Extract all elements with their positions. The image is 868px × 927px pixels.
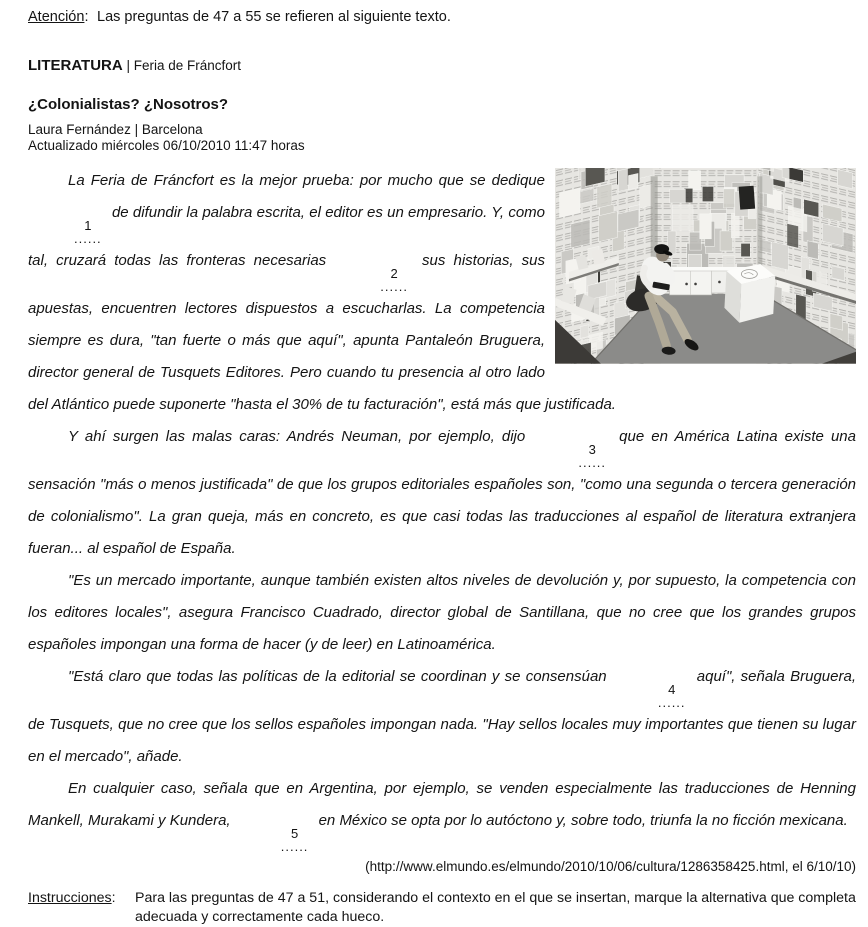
instructions-text: Para las preguntas de 47 a 51, considerando el contexto en el que se insertan, marque la alternativa que completa adecuada y correctamente cada hueco. xyxy=(135,890,856,925)
booth-photo-illustration xyxy=(555,168,856,364)
blank-dots: ...... xyxy=(578,455,607,470)
blank-dots: ...... xyxy=(74,231,102,246)
article-paragraph: "Está claro que todas las políticas de la editorial se coordinan y se consensúan 4 ...... aquí", señala Bruguera, de Tusquets, que no cree que los sellos españoles impongan nada. "Hay sellos locales muy importantes que tienen su lugar en el mercado", añade. xyxy=(28,668,856,765)
blank-2 xyxy=(340,267,408,293)
dateline: Actualizado miércoles 06/10/2010 11:47 horas xyxy=(28,137,305,153)
article-headline: ¿Colonialistas? ¿Nosotros? xyxy=(28,96,229,113)
article-photo xyxy=(555,168,856,364)
blank-number: 1 xyxy=(84,218,92,233)
attention-row xyxy=(0,0,868,27)
article-paragraph: En cualquier caso, señala que en Argentina, por ejemplo, se venden especialmente las traducciones de Henning Mankell, Murakami y Kundera, 5 ...... en México se opta por lo autóctono y, sobre todo, triunfa la no ficción mexicana. xyxy=(28,780,856,854)
section-label: LITERATURA xyxy=(28,57,123,74)
instructions-label: Instrucciones: xyxy=(28,890,116,906)
section-topic: | Feria de Fráncfort xyxy=(126,58,242,73)
instructions-row xyxy=(0,889,868,927)
article-paragraph: La Feria de Fráncfort es la mejor prueba: por mucho que se dedique 1 ...... de difundir la palabra escrita, el editor es un empresario. Y, como tal, cruzará todas las fronteras necesarias 2 ...... sus historias, sus apuestas, encuentren lectores dispuestos a escucharlas. La competencia siempre es dura, "tan fuerte o más que aquí", apunta Pantaleón Bruguera, director general de Tusquets Editores. Pero cuando tu presencia al otro lado del Atlántico puede suponerte "hasta el 30% de tu facturación", está más que justificada. xyxy=(28,172,616,413)
attention-text: Las preguntas de 47 a 55 se refieren al siguiente texto. xyxy=(97,9,451,25)
blank-number: 5 xyxy=(290,826,299,841)
blank-number: 2 xyxy=(390,266,398,281)
article-body xyxy=(0,165,868,880)
blank-5 xyxy=(241,827,309,853)
byline: Laura Fernández | Barcelona xyxy=(28,122,203,137)
source-citation: (http://www.elmundo.es/elmundo/2010/10/06/cultura/1286358425.html, el 6/10/10) xyxy=(365,859,856,874)
blank-3 xyxy=(538,443,606,469)
blank-number: 4 xyxy=(668,682,676,697)
article-paragraph: "Es un mercado importante, aunque también existen altos niveles de devolución y, por supuesto, la competencia con los editores locales", asegura Francisco Cuadrado, director global de Santillana, que no cree que los grandes grupos españoles impongan una forma de hacer (y de leer) en Latinoamérica. xyxy=(28,572,856,653)
blank-dots: ...... xyxy=(657,695,686,710)
blank-1 xyxy=(34,219,102,245)
article-paragraph: Y ahí surgen las malas caras: Andrés Neuman, por ejemplo, dijo 3 ...... que en América Latina existe una sensación "más o menos justificada" de que los grupos editoriales españoles son, "como una segunda o tercera generación de colonialismo". La gran queja, más en concreto, es que casi todas las traducciones al español de literatura extranjera fueran... al español de España. xyxy=(28,428,856,557)
blank-4 xyxy=(618,683,686,709)
blank-number: 3 xyxy=(588,442,596,457)
byline-block xyxy=(28,122,856,153)
blank-dots: ...... xyxy=(280,839,309,854)
section-header xyxy=(28,57,856,74)
blank-dots: ...... xyxy=(380,279,408,294)
attention-label: Atención: xyxy=(28,9,89,25)
